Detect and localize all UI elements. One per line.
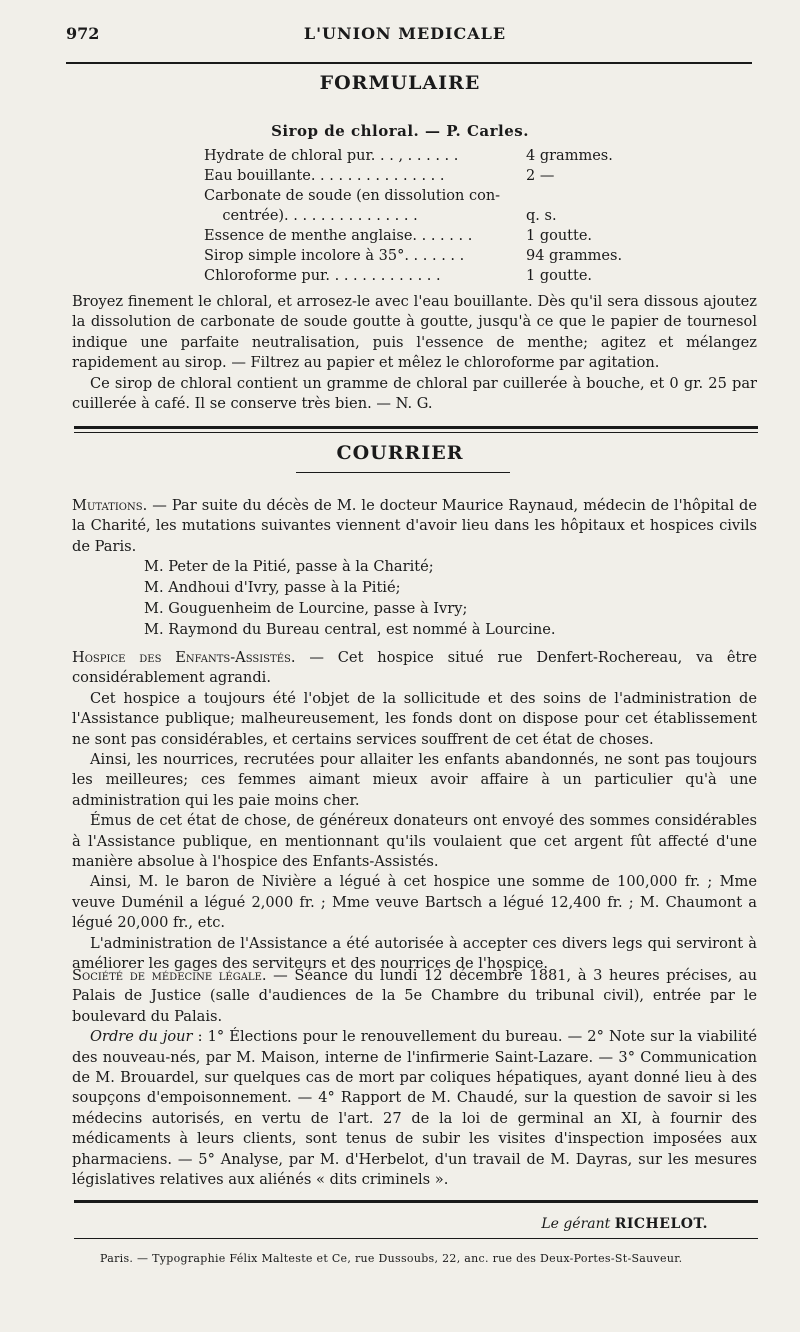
- signature-role: Le gérant: [541, 1216, 611, 1232]
- closing-rule: [74, 1200, 758, 1203]
- ingredient-name: centrée). . . . . . . . . . . . . . .: [204, 208, 418, 224]
- mutations-list: [144, 556, 556, 640]
- ingredient-quantity: 4 grammes.: [526, 148, 613, 164]
- hospice-text: — Cet hospice situé rue Denfert-Rochereau, va être considérablement agrandi.: [72, 649, 757, 687]
- ordre-du-jour-text: : 1° Élections pour le renouvellement du bureau. — 2° Note sur la viabilité des nouveau-nés, par M. Maison, interne de l'infirmerie Saint-Lazare. — 3° Communication de M. Brouardel, sur quelques cas de mort par coliques hépatiques, ayant donné lieu à des soupçons d'empoisonnement. — 4° Rapport de M. Chaudé, sur la question de savoir si les médecins autorisés, en vertu de l'art. 27 de la loi de germinal an XI, à fournir des médicaments à leurs clients, sont tenus de subir les visites d'inspection imposées aux pharmaciens. — 5° Analyse, par M. d'Herbelot, d'un travail de M. Dayras, sur les mesures législatives relatives aux aliénés « dits criminels ».: [72, 1028, 757, 1189]
- hospice-paragraph: L'administration de l'Assistance a été autorisée à accepter ces divers legs qui serviront à améliorer les gages des serviteurs et des nourrices de l'hospice.: [72, 934, 757, 973]
- ingredient-name: Hydrate de chloral pur. . . , . . . . . .: [204, 148, 459, 164]
- courrier-title: COURRIER: [336, 442, 464, 464]
- hospice-heading: Hospice des Enfants-Assistés.: [72, 649, 296, 666]
- hospice-section: [72, 648, 757, 975]
- mutations-heading: Mutations.: [72, 497, 148, 514]
- instruction-paragraph: Broyez finement le chloral, et arrosez-le avec l'eau bouillante. Dès qu'il sera dissous ajoutez la dissolution de carbonate de soude goutte à goutte, jusqu'à ce que le papier de tournesol indique une parfaite neutralisation, puis l'essence de menthe; agitez et mélangez rapidement au sirop. — Filtrez au papier et mêlez le chloroforme par agitation.: [72, 293, 757, 372]
- list-item: M. Raymond du Bureau central, est nommé à Lourcine.: [144, 621, 556, 638]
- running-header: [66, 24, 744, 46]
- societe-heading: Société de médecine légale.: [72, 967, 267, 984]
- printer-imprint: Paris. — Typographie Félix Malteste et Ce, rue Dussoubs, 22, anc. rue des Deux-Portes-St-Sauveur.: [100, 1252, 683, 1265]
- recipe-instructions: [72, 292, 757, 414]
- societe-text: — Séance du lundi 12 décembre 1881, à 3 heures précises, au Palais de Justice (salle d'audiences de la 5e Chambre du tribunal civil), entrée par le boulevard du Palais.: [72, 967, 758, 1025]
- list-item: M. Peter de la Pitié, passe à la Charité;: [144, 558, 434, 575]
- courrier-underline: [296, 472, 510, 473]
- page-number: 972: [66, 24, 100, 43]
- ingredient-quantity: 1 goutte.: [526, 268, 593, 284]
- list-item: M. Andhoui d'Ivry, passe à la Pitié;: [144, 579, 401, 596]
- journal-title: L'UNION MEDICALE: [303, 24, 507, 43]
- signature-name: RICHELOT.: [614, 1216, 708, 1232]
- section-double-rule: [74, 426, 758, 429]
- recipe-title: Sirop de chloral. — P. Carles.: [271, 122, 529, 140]
- hospice-paragraph: Ainsi, M. le baron de Nivière a légué à cet hospice une somme de 100,000 fr. ; Mme veuve Duménil a légué 2,000 fr. ; Mme veuve Bartsch a légué 12,400 fr. ; M. Chaumont a légué 20,000 fr., etc.: [72, 873, 757, 932]
- header-rule: [66, 62, 752, 64]
- ingredient-quantity: 94 grammes.: [526, 248, 623, 264]
- hospice-paragraph: Émus de cet état de chose, de généreux donateurs ont envoyé des sommes considérables à l'Assistance publique, en mentionnant qu'ils voulaient que cet argent fût affecté d'une manière absolue à l'hospice des Enfants-Assistés.: [72, 812, 757, 871]
- mutations-section: [72, 496, 757, 557]
- ingredient-name: Essence de menthe anglaise. . . . . . .: [204, 228, 473, 244]
- ingredient-name: Carbonate de soude (en dissolution con-: [204, 188, 501, 204]
- section-double-rule-thin: [74, 432, 758, 433]
- mutations-text: — Par suite du décès de M. le docteur Maurice Raynaud, médecin de l'hôpital de la Charité, les mutations suivantes viennent d'avoir lieu dans les hôpitaux et hospices civils de Paris.: [72, 497, 757, 555]
- ingredient-quantity: 1 goutte.: [526, 228, 593, 244]
- footer-rule: [74, 1238, 758, 1239]
- hospice-paragraph: Cet hospice a toujours été l'objet de la sollicitude et des soins de l'administration de l'Assistance publique; malheureusement, les fonds dont on dispose pour cet établissement ne sont pas considérables, et certains services souffrent de cet état de choses.: [72, 689, 757, 748]
- ingredient-name: Chloroforme pur. . . . . . . . . . . . .: [204, 268, 441, 284]
- hospice-paragraph: Ainsi, les nourrices, recrutées pour allaiter les enfants abandonnés, ne sont pas toujours les meilleures; ces femmes aimant mieux avoir affaire à un particulier qu'à une administration qui les paie moins cher.: [72, 751, 757, 809]
- list-item: M. Gouguenheim de Lourcine, passe à Ivry;: [144, 600, 468, 617]
- formulaire-title: FORMULAIRE: [319, 72, 481, 94]
- ingredient-name: Eau bouillante. . . . . . . . . . . . . . .: [204, 168, 445, 184]
- ingredient-quantity: q. s.: [526, 208, 557, 224]
- ordre-du-jour-label: Ordre du jour: [90, 1028, 193, 1046]
- instruction-paragraph: Ce sirop de chloral contient un gramme de chloral par cuillerée à bouche, et 0 gr. 25 par cuillerée à café. Il se conserve très bien. — N. G.: [72, 374, 757, 413]
- ingredient-quantity: 2 —: [526, 168, 555, 184]
- ingredient-name: Sirop simple incolore à 35°. . . . . . .: [204, 248, 465, 264]
- signature: [541, 1216, 708, 1232]
- societe-section: [72, 966, 757, 1190]
